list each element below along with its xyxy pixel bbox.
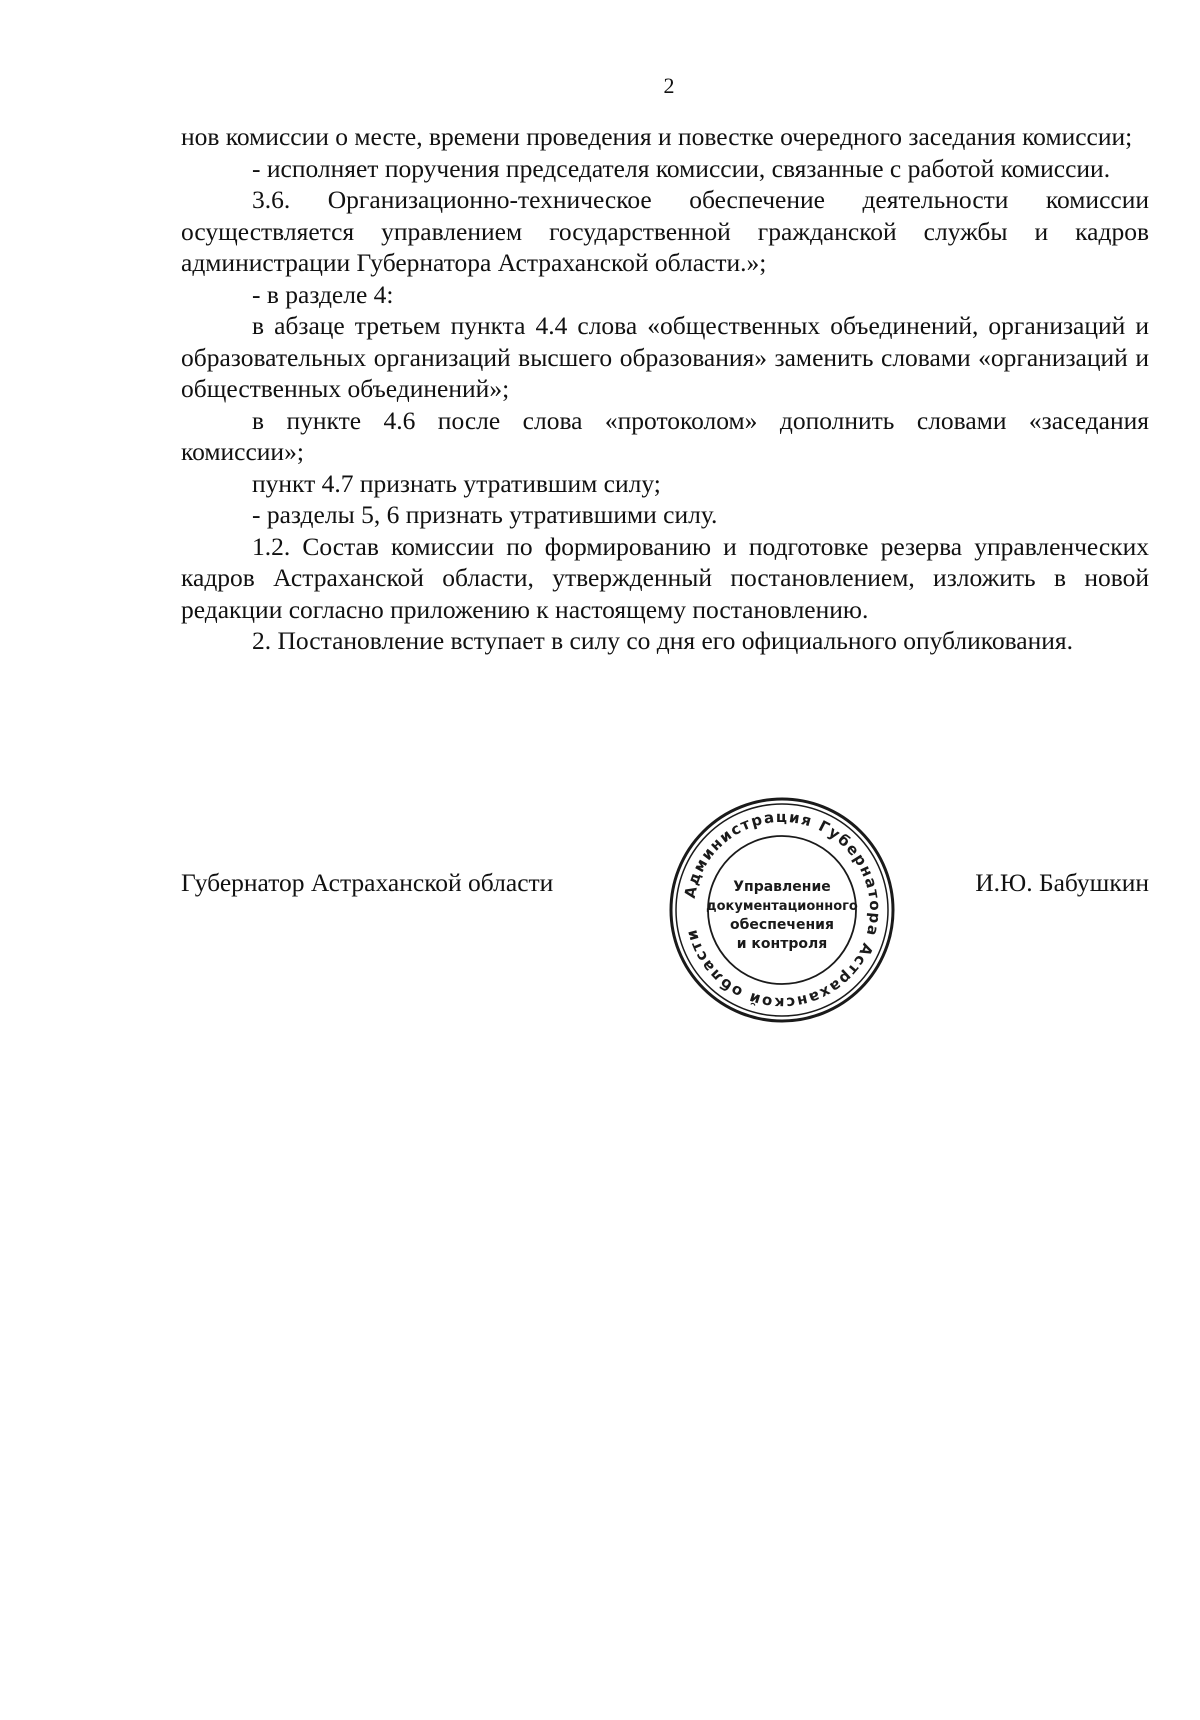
seal-center-line-3: обеспечения — [730, 917, 834, 933]
signature-block — [181, 868, 1149, 908]
paragraph: - разделы 5, 6 признать утратившими силу. — [252, 500, 718, 529]
paragraph: 1.2. Состав комиссии по формированию и подготовке резерва управленческих кадров Астраханской области, утвержденный постановлением, изложить в новой редакции согласно приложению к настоящему постановлению. — [181, 531, 1149, 624]
signatory-position: Губернатор Астраханской области — [181, 868, 554, 897]
paragraph: в абзаце третьем пункта 4.4 слова «общественных объединений, организаций и образовательных организаций высшего образования» заменить словами «организаций и общественных объединений»; — [181, 311, 1149, 403]
page-number: 2 — [663, 73, 675, 98]
paragraph: - исполняет поручения председателя комиссии, связанные с работой комиссии. — [252, 153, 1111, 183]
paragraph: нов комиссии о месте, времени проведения и повестке очередного заседания комиссии; — [181, 122, 1133, 151]
paragraph: 3.6. Организационно-техническое обеспечение деятельности комиссии осуществляется управлением государственной гражданской службы и кадров администрации Губернатора Астраханской области.»; — [181, 185, 1149, 277]
paragraph: 2. Постановление вступает в силу со дня его официального опубликования. — [252, 626, 1073, 655]
seal-graphic — [667, 795, 897, 1025]
official-seal — [667, 795, 897, 1025]
signatory-name: И.Ю. Бабушкин — [975, 868, 1149, 897]
seal-center-line-2: документационного — [706, 899, 858, 914]
document-body — [181, 121, 1149, 657]
paragraph: пункт 4.7 признать утратившим силу; — [252, 468, 661, 498]
paragraph: - в разделе 4: — [252, 279, 394, 309]
seal-ring-text: Администрация Губернатора Астраханской области — [680, 807, 885, 1013]
seal-center-line-1: Управление — [733, 879, 831, 895]
seal-center-line-4: и контроля — [736, 936, 828, 952]
paragraph: в пункте 4.6 после слова «протоколом» дополнить словами «заседания комиссии»; — [181, 405, 1149, 466]
